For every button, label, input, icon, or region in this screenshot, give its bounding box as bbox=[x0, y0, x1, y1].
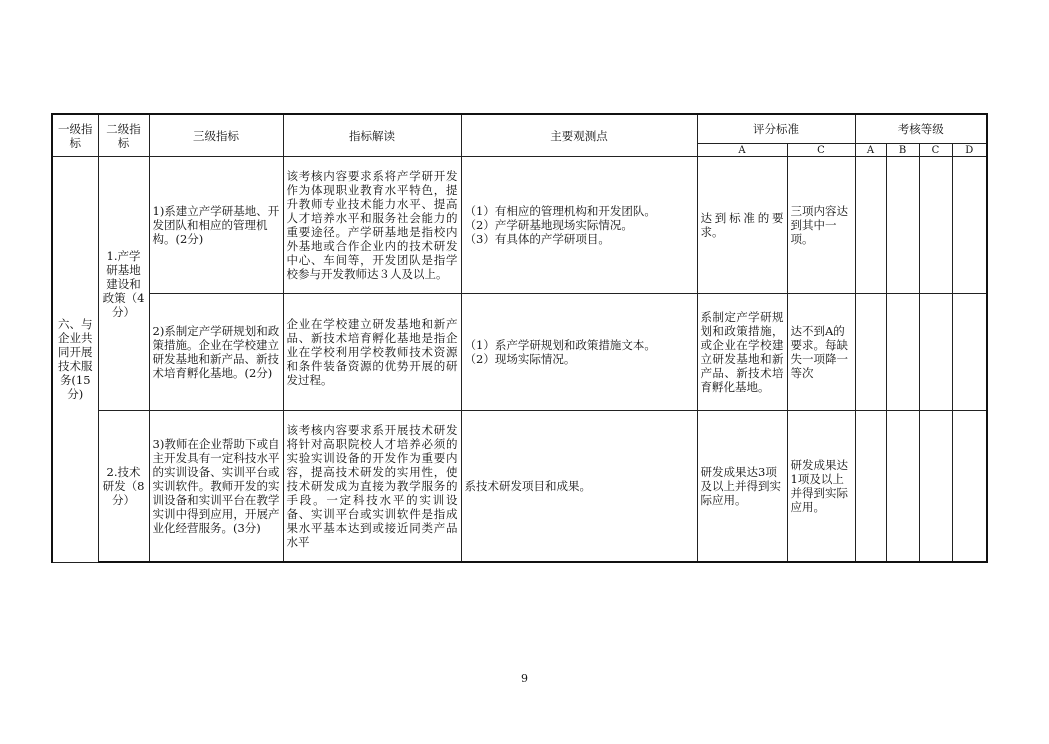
evaluation-table bbox=[51, 113, 988, 563]
interpretation-cell: 该考核内容要求系将产学研开发作为体现职业教育水平特色，提升教师专业技术能力水平、提高人才培养水平和服务社会能力的重要途径。产学研基地是指校内外基地或合作企业内的技术研发中心、车间等，开发团队是指学校参与开发教师达３人及以上。 bbox=[283, 157, 461, 294]
observation-item: 系技术研发项目和成果。 bbox=[464, 479, 591, 493]
grade-a-cell bbox=[855, 411, 886, 563]
grade-c-cell bbox=[919, 411, 952, 563]
header-scoring-c: C bbox=[787, 144, 855, 157]
grade-a-cell bbox=[855, 294, 886, 411]
observation-item: （2）现场实际情况。 bbox=[464, 352, 576, 366]
header-grade-c: C bbox=[919, 144, 952, 157]
header-scoring: 评分标准 bbox=[697, 114, 855, 144]
grade-c-cell bbox=[919, 294, 952, 411]
grade-b-cell bbox=[886, 157, 919, 294]
level2-cell: 2.技术研发（8分） bbox=[98, 411, 149, 563]
observation-cell bbox=[461, 294, 697, 411]
level2-cell: 1.产学研基地建设和政策（4分） bbox=[98, 157, 149, 411]
interpretation-cell: 企业在学校建立研发基地和新产品、新技术培育孵化基地是指企业在学校利用学校教师技术资源和条件装备资源的优势开展的研发过程。 bbox=[283, 294, 461, 411]
table-row bbox=[52, 157, 987, 294]
observation-item: （3）有具体的产学研项目。 bbox=[464, 232, 610, 246]
grade-d-cell bbox=[952, 157, 987, 294]
observation-item: （1）系产学研规划和政策措施文本。 bbox=[464, 338, 656, 352]
header-level2: 二级指标 bbox=[98, 114, 149, 157]
table-row bbox=[52, 411, 987, 563]
grade-d-cell bbox=[952, 294, 987, 411]
observation-cell bbox=[461, 157, 697, 294]
grade-b-cell bbox=[886, 411, 919, 563]
grade-d-cell bbox=[952, 411, 987, 563]
score-a-cell: 达到标准的要求。 bbox=[697, 157, 787, 294]
score-c-cell: 研发成果达1项及以上并得到实际应用。 bbox=[787, 411, 855, 563]
header-grade-b: B bbox=[886, 144, 919, 157]
interpretation-cell: 该考核内容要求系开展技术研发将针对高职院校人才培养必须的实验实训设备的开发作为重要内容，提高技术研发的实用性，使技术研发成为直接为教学服务的手段。一定科技水平的实训设备、实训平台或实训软件是指成果水平基本达到或接近同类产品水平 bbox=[283, 411, 461, 563]
header-scoring-a: A bbox=[697, 144, 787, 157]
score-a-cell: 研发成果达3项及以上并得到实际应用。 bbox=[697, 411, 787, 563]
level1-cell: 六、与企业共同开展技术服务(15分) bbox=[52, 157, 98, 563]
page-number: 9 bbox=[521, 672, 528, 685]
score-c-cell: 达不到A的要求。每缺失一项降一等次 bbox=[787, 294, 855, 411]
header-grade-a: A bbox=[855, 144, 886, 157]
level3-cell: 3)教师在企业帮助下或自主开发具有一定科技水平的实训设备、实训平台或实训软件。教师开发的实训设备和实训平台在教学实训中得到应用，开展产业化经营服务。(3分) bbox=[149, 411, 283, 563]
score-c-cell: 三项内容达到其中一项。 bbox=[787, 157, 855, 294]
header-grade: 考核等级 bbox=[855, 114, 987, 144]
header-interpretation: 指标解读 bbox=[283, 114, 461, 157]
table-row bbox=[52, 294, 987, 411]
level3-cell: 2)系制定产学研规划和政策措施。企业在学校建立研发基地和新产品、新技术培育孵化基地。(2分) bbox=[149, 294, 283, 411]
observation-item: （2）产学研基地现场实际情况。 bbox=[464, 218, 633, 232]
header-level1: 一级指标 bbox=[52, 114, 98, 157]
grade-b-cell bbox=[886, 294, 919, 411]
grade-c-cell bbox=[919, 157, 952, 294]
header-observation: 主要观测点 bbox=[461, 114, 697, 157]
observation-cell bbox=[461, 411, 697, 563]
grade-a-cell bbox=[855, 157, 886, 294]
observation-item: （1）有相应的管理机构和开发团队。 bbox=[464, 204, 656, 218]
level3-cell: 1)系建立产学研基地、开发团队和相应的管理机构。(2分) bbox=[149, 157, 283, 294]
header-grade-d: D bbox=[952, 144, 987, 157]
score-a-cell: 系制定产学研规划和政策措施，或企业在学校建立研发基地和新产品、新技术培育孵化基地。 bbox=[697, 294, 787, 411]
header-level3: 三级指标 bbox=[149, 114, 283, 157]
